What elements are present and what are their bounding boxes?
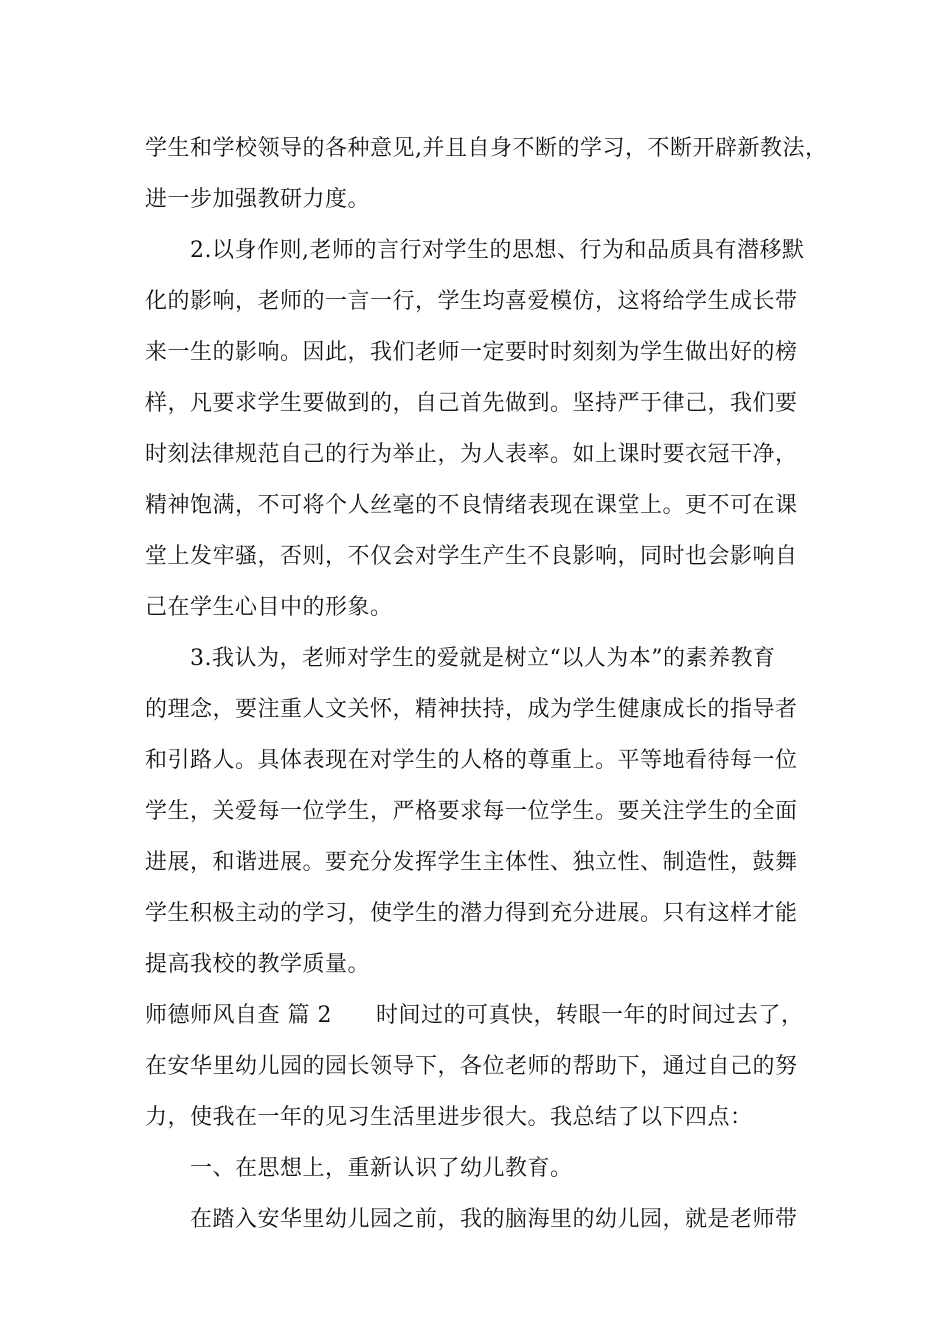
paragraph-3-start: 3.我认为，老师对学生的爱就是树立“以人为本”的素养教育	[190, 646, 776, 671]
section-first-line: 时间过的可真快，转眼一年的时间过去了，	[375, 1003, 804, 1028]
text-line: 堂上发牢骚，否则，不仅会对学生产生不良影响，同时也会影响自	[145, 544, 798, 569]
text-line: 学生和学校领导的各种意见,并且自身不断的学习，不断开辟新教法，	[145, 136, 828, 161]
text-line: 和引路人。具体表现在对学生的人格的尊重上。平等地看待每一位	[145, 748, 798, 773]
text-line: 学生积极主动的学习，使学生的潜力得到充分进展。只有这样才能	[145, 901, 798, 926]
section-title: 师德师风自查 篇 2	[145, 1003, 332, 1028]
text-line: 化的影响，老师的一言一行，学生均喜爱模仿，这将给学生成长带	[145, 289, 798, 314]
text-line: 提高我校的教学质量。	[145, 952, 371, 977]
text-line: 进展，和谐进展。要充分发挥学生主体性、独立性、制造性，鼓舞	[145, 850, 798, 875]
text-line: 的理念，要注重人文关怀，精神扶持，成为学生健康成长的指导者	[145, 697, 798, 722]
text-line: 进一步加强教研力度。	[145, 187, 371, 212]
paragraph-2-start: 2.以身作则,老师的言行对学生的思想、行为和品质具有潜移默	[190, 238, 805, 263]
text-line: 在安华里幼儿园的园长领导下，各位老师的帮助下，通过自己的努	[145, 1054, 798, 1079]
text-line: 己在学生心目中的形象。	[145, 595, 393, 620]
subheading-line: 一、在思想上，重新认识了幼儿教育。	[190, 1156, 573, 1181]
text-line: 样，凡要求学生要做到的，自己首先做到。坚持严于律己，我们要	[145, 391, 798, 416]
text-line: 精神饱满，不可将个人丝毫的不良情绪表现在课堂上。更不可在课	[145, 493, 798, 518]
paragraph-start: 在踏入安华里幼儿园之前，我的脑海里的幼儿园，就是老师带	[190, 1207, 798, 1232]
text-line: 时刻法律规范自己的行为举止，为人表率。如上课时要衣冠干净，	[145, 442, 798, 467]
section-heading-line	[145, 1001, 815, 1031]
text-line: 来一生的影响。因此，我们老师一定要时时刻刻为学生做出好的榜	[145, 340, 798, 365]
text-line: 力，使我在一年的见习生活里进步很大。我总结了以下四点：	[145, 1105, 753, 1130]
text-line: 学生，关爱每一位学生，严格要求每一位学生。要关注学生的全面	[145, 799, 798, 824]
